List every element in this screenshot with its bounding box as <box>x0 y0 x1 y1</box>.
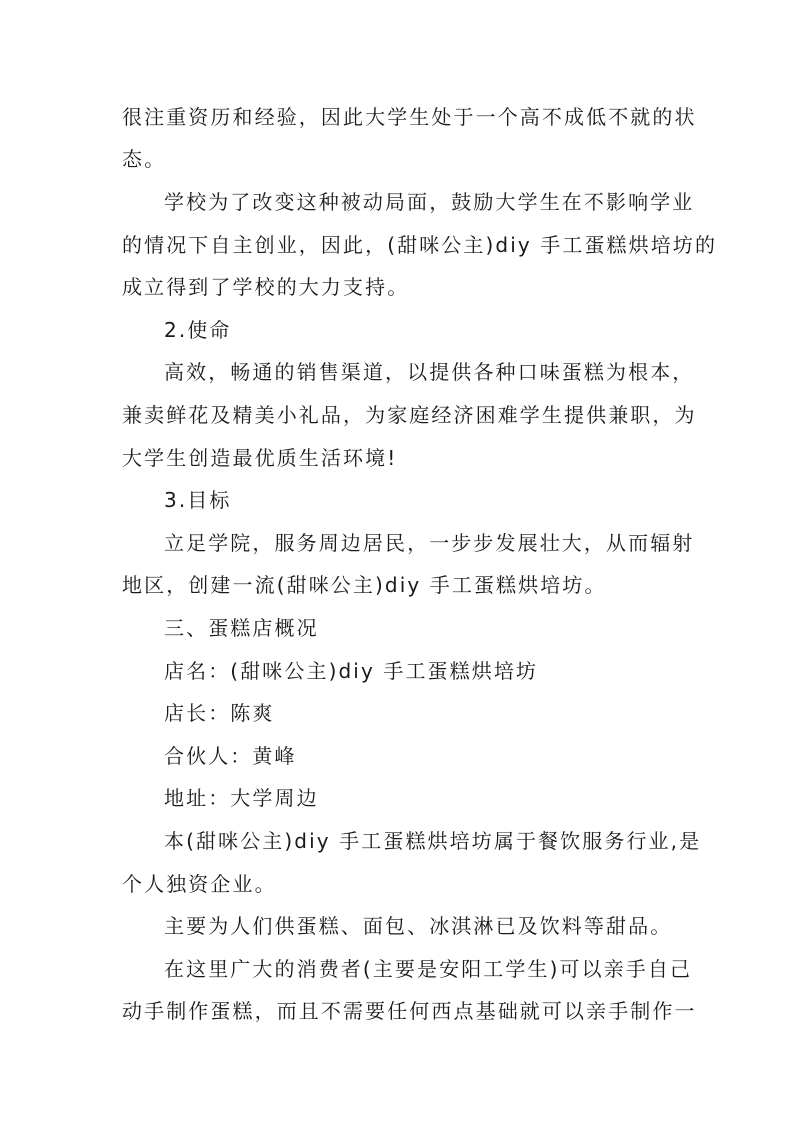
info-line-shop-name: 店名：(甜咪公主)diy 手工蛋糕烘培坊 <box>164 659 539 683</box>
paragraph-line: 兼卖鲜花及精美小礼品，为家庭经济困难学生提供兼职，为 <box>122 403 697 427</box>
paragraph-line: 很注重资历和经验，因此大学生处于一个高不成低不就的状 <box>122 105 697 129</box>
paragraph-line: 地区，创建一流(甜咪公主)diy 手工蛋糕烘培坊。 <box>122 573 607 597</box>
paragraph-line: 主要为人们供蛋糕、面包、冰淇淋已及饮料等甜品。 <box>164 914 673 938</box>
section-heading: 三、蛋糕店概况 <box>164 616 319 640</box>
paragraph-line: 成立得到了学校的大力支持。 <box>122 275 410 299</box>
section-heading: 2.使命 <box>164 318 232 342</box>
paragraph-line: 本(甜咪公主)diy 手工蛋糕烘培坊属于餐饮服务行业,是 <box>164 829 702 853</box>
paragraph-line: 学校为了改变这种被动局面，鼓励大学生在不影响学业 <box>164 190 695 214</box>
paragraph-line: 态。 <box>122 147 167 171</box>
paragraph-line: 立足学院，服务周边居民，一步步发展壮大，从而辐射 <box>164 531 695 555</box>
info-line-partner: 合伙人：黄峰 <box>164 744 297 768</box>
paragraph-line: 大学生创造最优质生活环境! <box>122 446 398 470</box>
info-line-manager: 店长：陈爽 <box>164 701 275 725</box>
paragraph-line: 个人独资企业。 <box>122 872 277 896</box>
info-line-address: 地址：大学周边 <box>164 786 319 810</box>
paragraph-line: 高效，畅通的销售渠道，以提供各种口味蛋糕为根本， <box>164 360 695 384</box>
paragraph-line: 动手制作蛋糕，而且不需要任何西点基础就可以亲手制作一 <box>122 999 697 1023</box>
section-heading: 3.目标 <box>164 488 232 512</box>
paragraph-line: 在这里广大的消费者(主要是安阳工学生)可以亲手自己 <box>164 957 693 981</box>
paragraph-line: 的情况下自主创业，因此，(甜咪公主)diy 手工蛋糕烘培坊的 <box>122 233 718 257</box>
